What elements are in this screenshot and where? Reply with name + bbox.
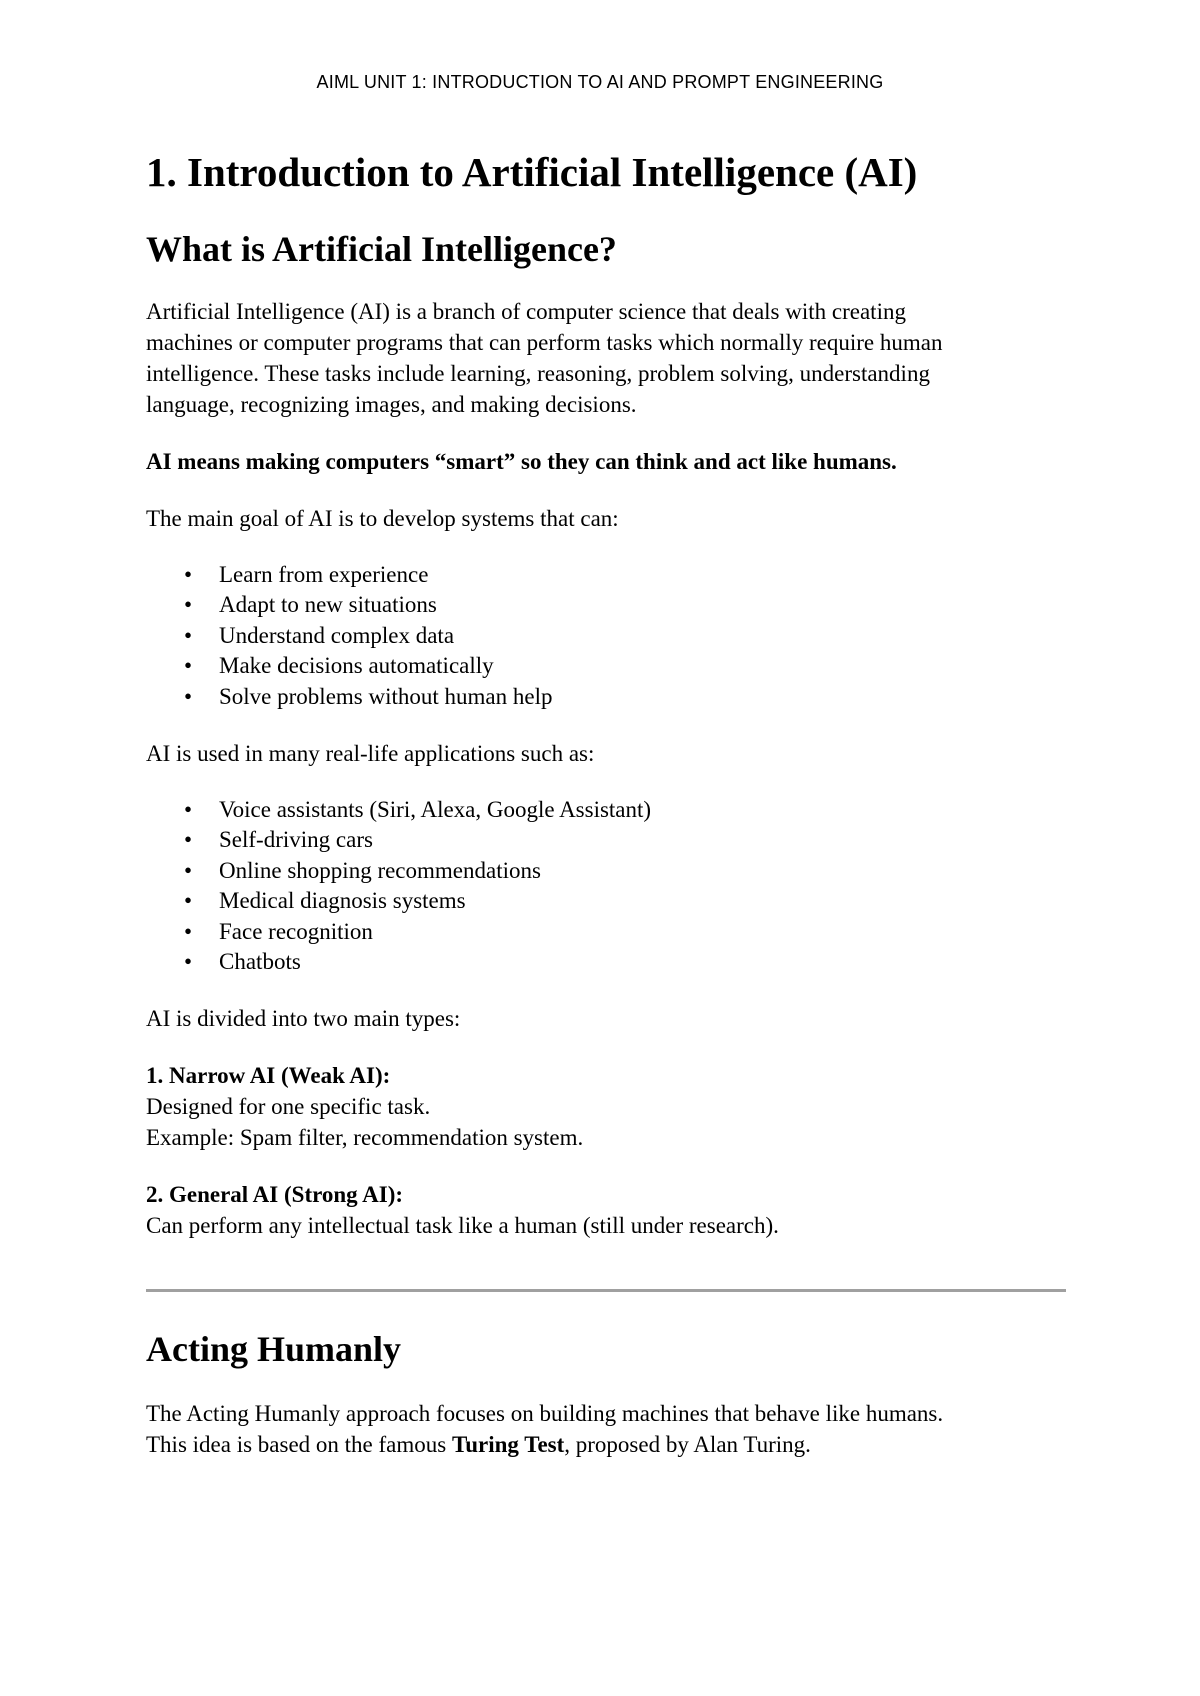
types-intro: AI is divided into two main types: xyxy=(146,1006,461,1032)
smart-statement-text: AI means making computers “smart” so they can think and act like humans. xyxy=(146,449,897,474)
bullet-icon: • xyxy=(184,857,193,883)
list-item xyxy=(146,917,1066,947)
list-item xyxy=(146,886,1066,916)
bullet-icon: • xyxy=(184,683,193,709)
narrow-ai-example: Example: Spam filter, recommendation system. xyxy=(146,1125,584,1151)
acting-humanly-line: The Acting Humanly approach focuses on building machines that behave like humans. xyxy=(146,1401,944,1427)
intro-line: intelligence. These tasks include learning, reasoning, problem solving, understanding xyxy=(146,361,930,386)
list-item-text: Self-driving cars xyxy=(219,827,373,853)
bullet-icon: • xyxy=(184,827,193,853)
acting-humanly-paragraph xyxy=(146,1398,1066,1460)
bullet-icon: • xyxy=(184,622,193,648)
bullet-icon: • xyxy=(184,797,193,823)
list-item-text: Voice assistants (Siri, Alexa, Google Assistant) xyxy=(219,797,652,823)
list-item-text: Understand complex data xyxy=(219,622,455,648)
acting-humanly-line-end: , proposed by Alan Turing. xyxy=(564,1432,811,1458)
narrow-ai-description: Designed for one specific task. xyxy=(146,1094,431,1120)
smart-statement xyxy=(146,446,1066,477)
bullet-icon: • xyxy=(184,949,193,975)
list-item xyxy=(146,651,1066,681)
bullet-icon: • xyxy=(184,888,193,914)
list-item-text: Online shopping recommendations xyxy=(219,857,541,883)
applications-intro: AI is used in many real-life applications such as: xyxy=(146,741,595,767)
list-item xyxy=(146,856,1066,886)
intro-line: Artificial Intelligence (AI) is a branch of computer science that deals with creating xyxy=(146,299,906,324)
list-item xyxy=(146,795,1066,825)
list-item xyxy=(146,590,1066,620)
intro-paragraph xyxy=(146,296,1066,420)
turing-test-term: Turing Test xyxy=(451,1432,565,1458)
section-title: 1. Introduction to Artificial Intelligence (AI) xyxy=(146,149,918,195)
list-item-text: Medical diagnosis systems xyxy=(219,888,466,914)
list-item xyxy=(146,560,1066,590)
document-body xyxy=(146,142,1066,1460)
bullet-icon: • xyxy=(184,592,193,618)
goals-list xyxy=(146,560,1066,712)
running-header: AIML UNIT 1: INTRODUCTION TO AI AND PROMPT ENGINEERING xyxy=(316,72,884,92)
narrow-ai-block xyxy=(146,1060,1066,1153)
general-ai-heading: 2. General AI (Strong AI): xyxy=(146,1182,404,1208)
general-ai-block xyxy=(146,1179,1066,1241)
acting-humanly-title: Acting Humanly xyxy=(146,1329,402,1370)
list-item xyxy=(146,825,1066,855)
list-item xyxy=(146,682,1066,712)
list-item xyxy=(146,947,1066,977)
bullet-icon: • xyxy=(184,562,193,587)
bullet-icon: • xyxy=(184,918,193,944)
applications-list xyxy=(146,795,1066,977)
list-item-text: Chatbots xyxy=(219,949,301,975)
narrow-ai-heading: 1. Narrow AI (Weak AI): xyxy=(146,1063,391,1089)
acting-humanly-line-start: This idea is based on the famous xyxy=(146,1432,452,1458)
horizontal-divider xyxy=(146,1289,1066,1292)
list-item-text: Solve problems without human help xyxy=(219,683,553,709)
general-ai-description: Can perform any intellectual task like a human (still under research). xyxy=(146,1213,779,1239)
list-item-text: Learn from experience xyxy=(219,562,429,587)
list-item-text: Adapt to new situations xyxy=(219,592,437,618)
list-item-text: Make decisions automatically xyxy=(219,653,494,679)
intro-line: machines or computer programs that can perform tasks which normally require human xyxy=(146,330,943,355)
list-item-text: Face recognition xyxy=(219,918,373,944)
section-subtitle: What is Artificial Intelligence? xyxy=(146,229,617,269)
intro-line: language, recognizing images, and making decisions. xyxy=(146,392,637,417)
list-item xyxy=(146,621,1066,651)
bullet-icon: • xyxy=(184,653,193,679)
goal-intro: The main goal of AI is to develop systems that can: xyxy=(146,506,619,531)
